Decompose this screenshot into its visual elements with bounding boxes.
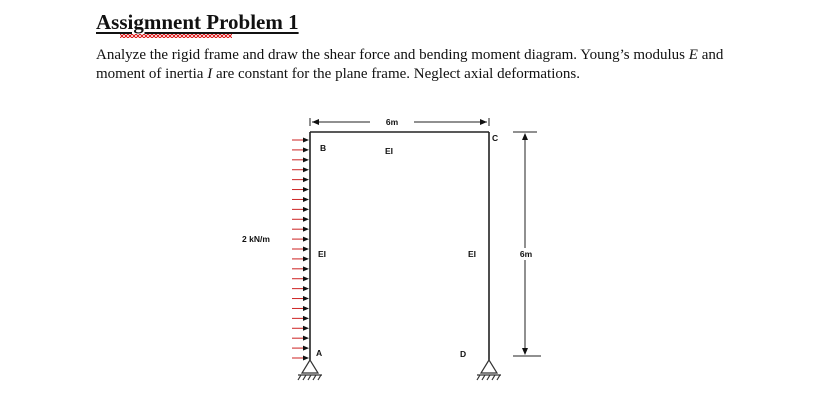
statement-part-2: and moment of inertia xyxy=(96,47,724,82)
load-arrow xyxy=(292,187,309,192)
node-c-label: C xyxy=(492,133,499,143)
load-arrow xyxy=(292,276,309,281)
load-arrow xyxy=(292,177,309,182)
var-i: I xyxy=(207,66,213,82)
load-arrow xyxy=(292,197,309,202)
load-arrow xyxy=(292,157,309,162)
statement-part-1: Analyze the rigid frame and draw the shear force and bending moment diagram. Young’s modulus xyxy=(96,47,689,63)
page-title: Assigmnent Problem 1 xyxy=(96,10,299,34)
top-dimension xyxy=(310,118,489,126)
load-arrow xyxy=(292,346,309,351)
load-arrow xyxy=(292,237,309,242)
node-b-label: B xyxy=(320,143,327,153)
load-arrow xyxy=(292,227,309,232)
statement-part-3: are constant for the plane frame. Neglect axial deformations. xyxy=(212,66,580,82)
load-arrow xyxy=(292,217,309,222)
load-arrow xyxy=(292,138,309,143)
load-label: 2 kN/m xyxy=(242,234,270,244)
left-column-ei-label: EI xyxy=(318,249,327,259)
load-arrow xyxy=(292,296,309,301)
load-arrow xyxy=(292,306,309,311)
pin-support-a xyxy=(298,360,322,380)
top-span-label: 6m xyxy=(385,117,399,127)
load-arrow xyxy=(292,256,309,261)
load-arrow xyxy=(292,326,309,331)
right-column-ei-label: EI xyxy=(468,249,477,259)
distributed-load xyxy=(292,138,309,361)
pin-support-d xyxy=(477,360,501,380)
load-arrow xyxy=(292,207,309,212)
beam-ei-label: EI xyxy=(384,146,394,156)
load-arrow xyxy=(292,336,309,341)
load-arrow xyxy=(292,286,309,291)
load-arrow xyxy=(292,266,309,271)
height-dimension xyxy=(513,132,541,356)
node-d-label: D xyxy=(460,349,467,359)
load-arrow xyxy=(292,356,309,361)
var-e: E xyxy=(688,47,698,63)
rigid-frame xyxy=(310,132,489,360)
load-arrow xyxy=(292,167,309,172)
load-arrow xyxy=(292,247,309,252)
load-arrow xyxy=(292,316,309,321)
height-label: 6m xyxy=(519,249,533,259)
load-arrow xyxy=(292,147,309,152)
node-a-label: A xyxy=(316,348,323,358)
